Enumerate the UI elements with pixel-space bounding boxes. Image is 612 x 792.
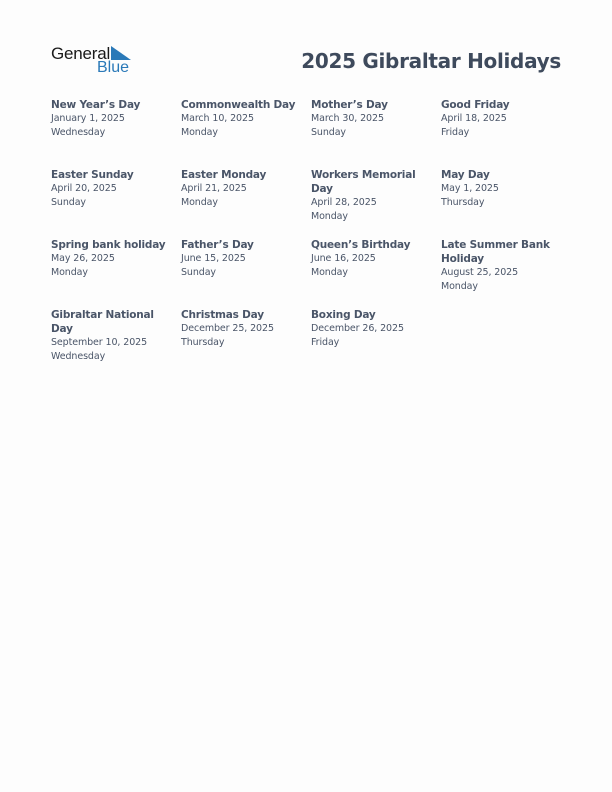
holiday-item <box>181 98 306 140</box>
holiday-date: December 26, 2025 <box>311 323 404 334</box>
holiday-weekday: Thursday <box>181 337 225 348</box>
holiday-item <box>441 98 566 140</box>
holiday-item <box>51 98 176 140</box>
holiday-weekday: Monday <box>181 197 218 208</box>
holiday-item <box>51 238 176 280</box>
holiday-name: Christmas Day <box>181 309 264 321</box>
holiday-item <box>441 168 566 210</box>
holiday-weekday: Monday <box>51 267 88 278</box>
holiday-weekday: Wednesday <box>51 351 106 362</box>
holiday-item <box>181 238 306 280</box>
holiday-name: Spring bank holiday <box>51 239 166 251</box>
holiday-name: Easter Monday <box>181 169 267 181</box>
holiday-name: Late Summer Bank Holiday <box>441 239 550 265</box>
logo-triangle-icon <box>111 46 131 60</box>
holiday-weekday: Sunday <box>311 127 346 138</box>
holiday-item <box>181 308 306 350</box>
holiday-date: December 25, 2025 <box>181 323 274 334</box>
holiday-name: Commonwealth Day <box>181 99 296 111</box>
holiday-name: Father’s Day <box>181 239 254 251</box>
generalblue-logo <box>51 44 136 78</box>
holiday-item <box>51 308 176 364</box>
holiday-date: June 15, 2025 <box>181 253 246 264</box>
page-title: 2025 Gibraltar Holidays <box>301 49 561 73</box>
holiday-date: April 18, 2025 <box>441 113 507 124</box>
logo-text-general: General <box>51 44 111 63</box>
holiday-date: April 20, 2025 <box>51 183 117 194</box>
logo-text-blue: Blue <box>97 59 130 76</box>
holiday-weekday: Friday <box>311 337 340 348</box>
holiday-weekday: Thursday <box>441 197 485 208</box>
holiday-weekday: Monday <box>311 211 348 222</box>
holiday-item <box>311 98 436 140</box>
holiday-weekday: Wednesday <box>51 127 106 138</box>
holiday-date: April 21, 2025 <box>181 183 247 194</box>
holiday-weekday: Monday <box>441 281 478 292</box>
holiday-date: September 10, 2025 <box>51 337 148 348</box>
holiday-weekday: Sunday <box>51 197 86 208</box>
holiday-item <box>311 168 436 224</box>
holiday-name: Workers Memorial Day <box>311 169 416 195</box>
holiday-weekday: Friday <box>441 127 470 138</box>
holiday-date: May 26, 2025 <box>51 253 115 264</box>
holiday-name: Gibraltar National Day <box>51 309 154 335</box>
holiday-item <box>441 238 551 294</box>
holiday-date: June 16, 2025 <box>311 253 376 264</box>
holiday-item <box>311 308 436 350</box>
holiday-weekday: Monday <box>311 267 348 278</box>
holiday-weekday: Monday <box>181 127 218 138</box>
holiday-name: Boxing Day <box>311 309 376 321</box>
holiday-weekday: Sunday <box>181 267 216 278</box>
holiday-name: Queen’s Birthday <box>311 239 411 251</box>
holiday-item <box>311 238 436 280</box>
holiday-item <box>181 168 306 210</box>
holiday-name: May Day <box>441 169 490 181</box>
holiday-date: August 25, 2025 <box>441 267 519 278</box>
holiday-item <box>51 168 176 210</box>
holiday-date: March 30, 2025 <box>311 113 384 124</box>
holiday-date: March 10, 2025 <box>181 113 254 124</box>
holiday-name: New Year’s Day <box>51 99 141 111</box>
holiday-name: Mother’s Day <box>311 99 388 111</box>
holiday-name: Easter Sunday <box>51 169 134 181</box>
holiday-date: January 1, 2025 <box>51 113 125 124</box>
holiday-date: May 1, 2025 <box>441 183 499 194</box>
holiday-date: April 28, 2025 <box>311 197 377 208</box>
holiday-name: Good Friday <box>441 99 510 111</box>
